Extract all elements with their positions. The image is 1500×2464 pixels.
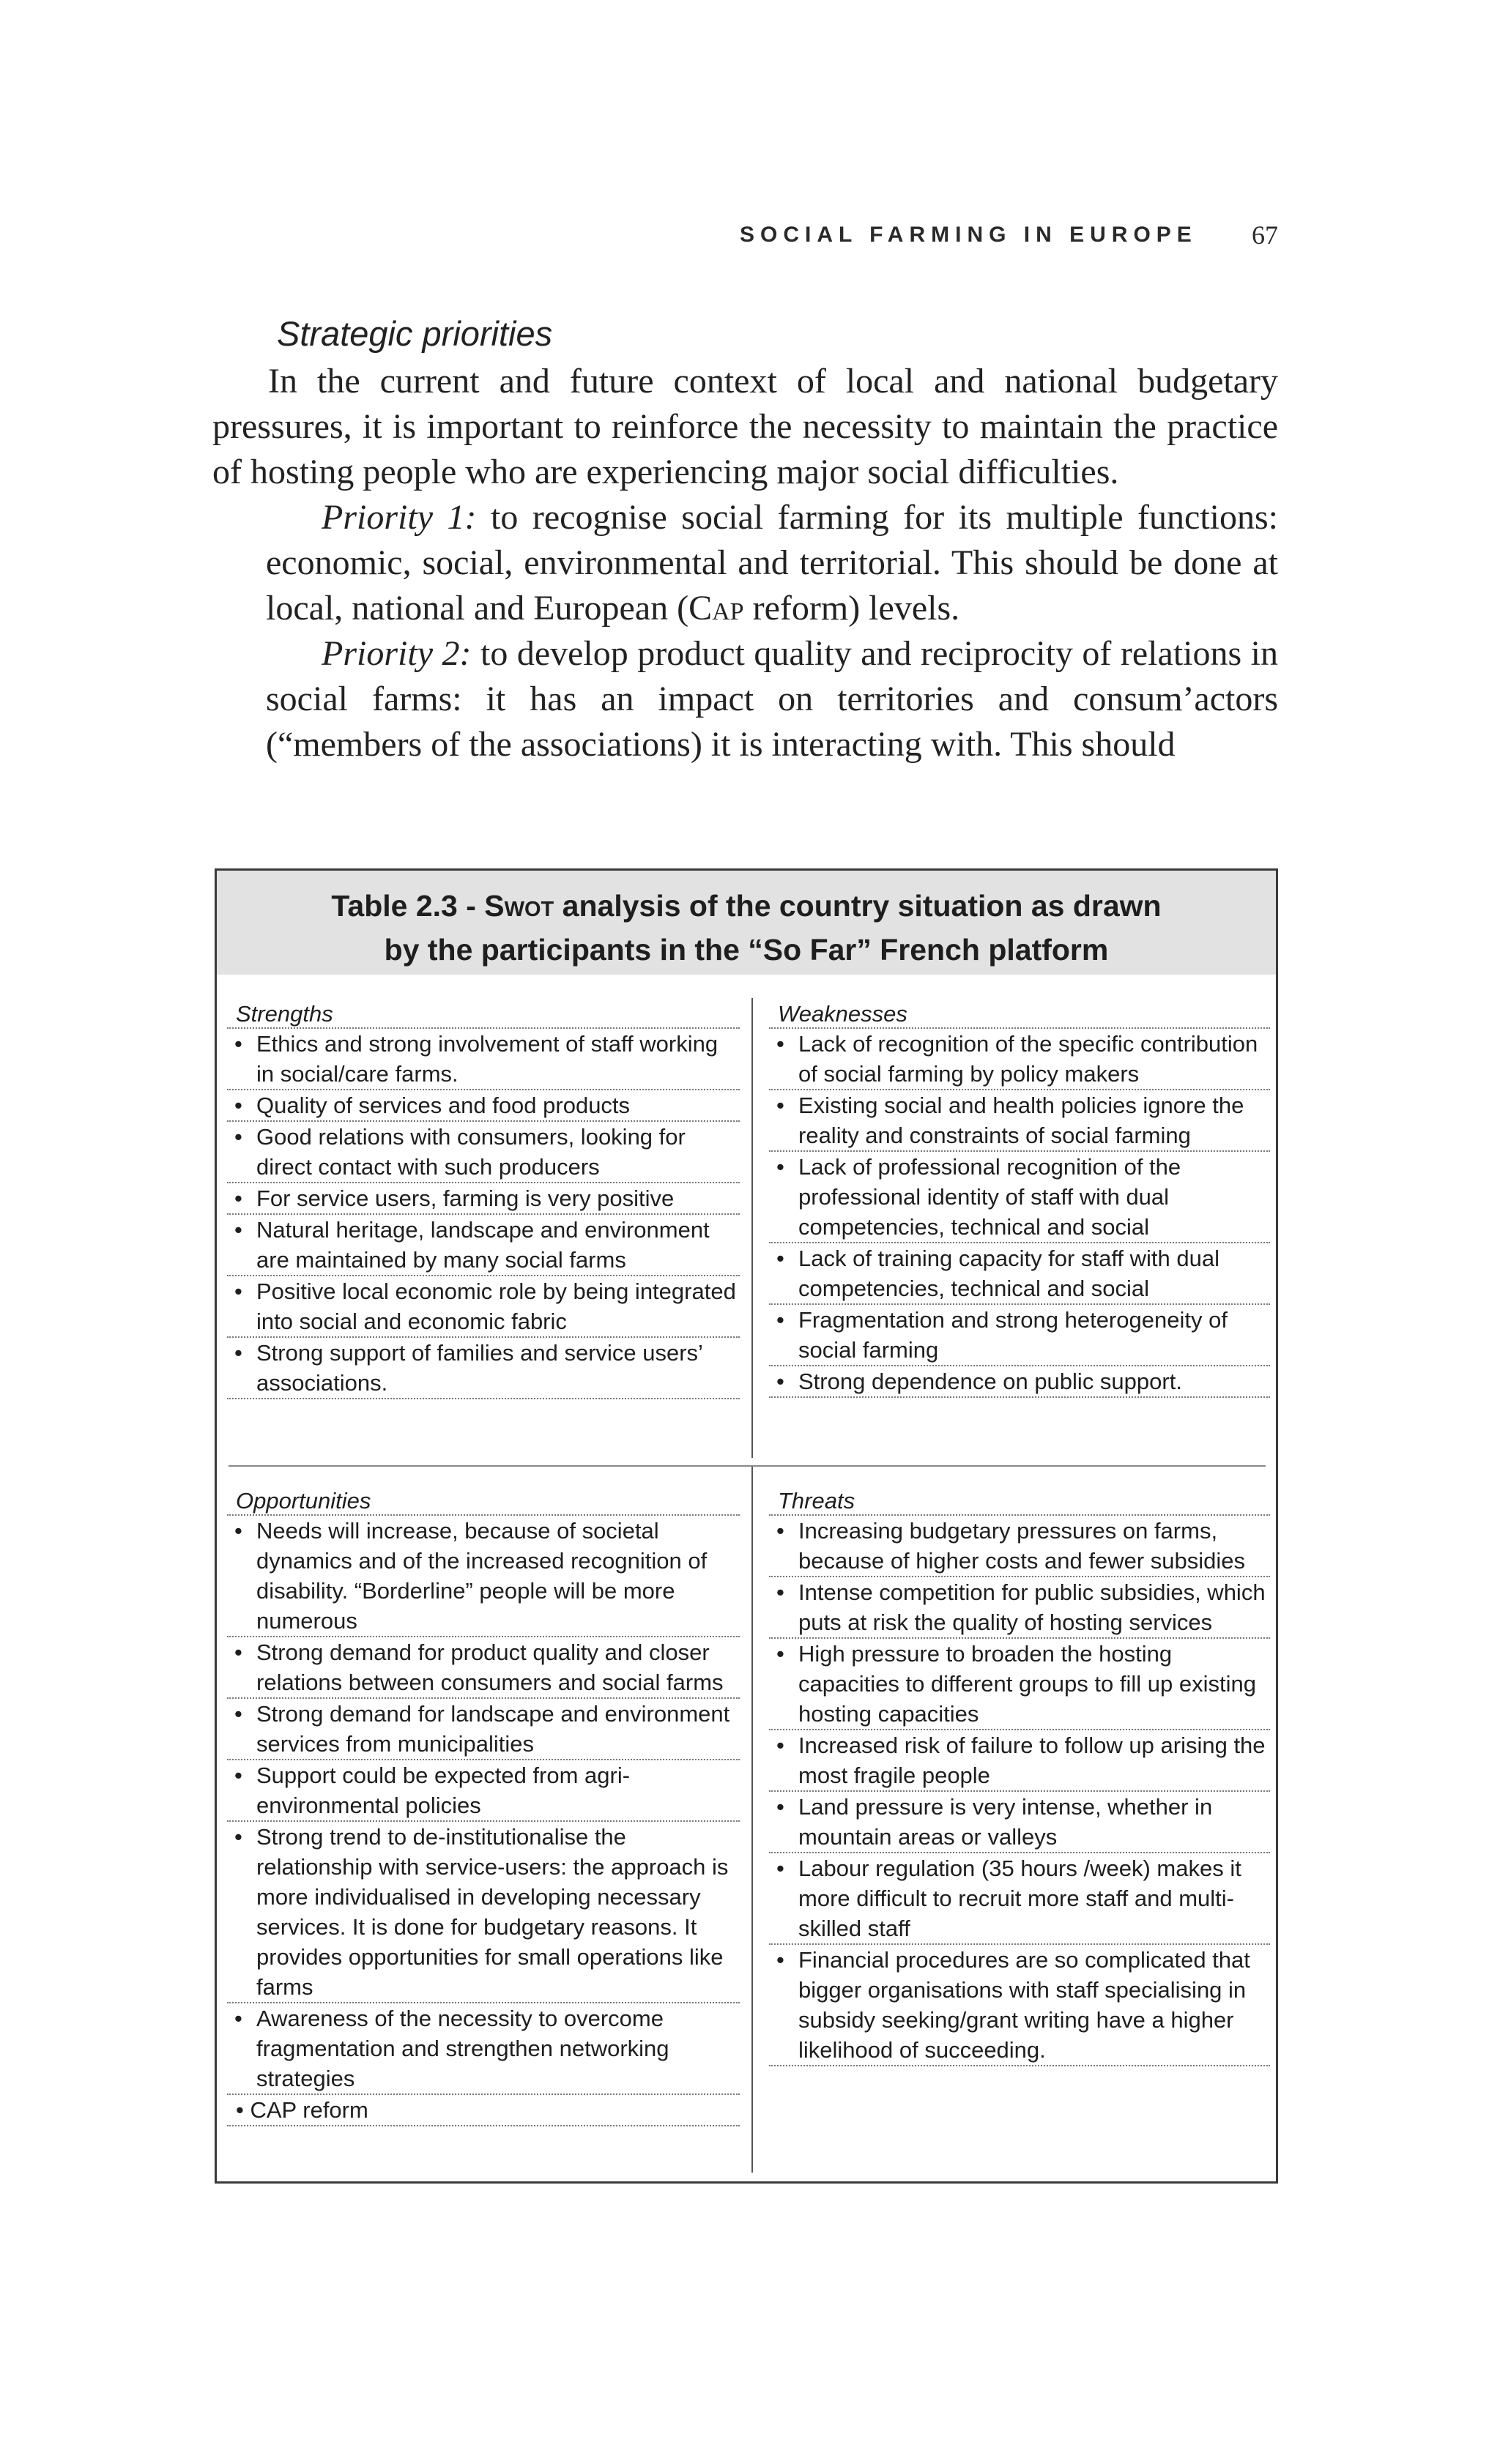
priority-2-text: to develop product quality and reciprocity of relations in social farms: it has an impact on territories and consum’actors (“members of the associations) it is interacting with. This should	[266, 634, 1278, 764]
list-item: • Increased risk of failure to follow up arising the most fragile people	[769, 1730, 1270, 1792]
priority-1-label: Priority 1:	[322, 498, 477, 537]
column-divider-bottom	[751, 1467, 753, 2173]
weaknesses-heading: Weaknesses	[769, 999, 1270, 1029]
caption-suffix: analysis of the country situation as drawn	[554, 889, 1162, 923]
list-item: • Strong demand for product quality and closer relations between consumers and social farms	[227, 1637, 740, 1699]
list-item: • High pressure to broaden the hosting capacities to different groups to fill up existing hosting capacities	[769, 1639, 1270, 1730]
caption-swot: Swot	[484, 889, 554, 923]
page-number: 67	[1252, 220, 1278, 250]
list-item: • Awareness of the necessity to overcome fragmentation and strengthen networking strategies	[227, 2003, 740, 2095]
opportunities-quadrant	[227, 1486, 740, 2126]
caption-line-1	[217, 884, 1276, 928]
list-item: • Positive local economic role by being integrated into social and economic fabric	[227, 1276, 740, 1338]
swot-table	[215, 868, 1278, 2184]
priority-1-text-b: reform) levels.	[743, 589, 960, 628]
running-title: SOCIAL FARMING IN EUROPE	[740, 223, 1198, 247]
row-divider	[229, 1465, 1266, 1467]
priority-2	[212, 631, 1278, 767]
list-item: • Natural heritage, landscape and environment are maintained by many social farms	[227, 1215, 740, 1276]
list-item: • Good relations with consumers, looking for direct contact with such producers	[227, 1122, 740, 1183]
running-head	[740, 220, 1278, 250]
strengths-heading: Strengths	[227, 999, 740, 1029]
strengths-list	[227, 1029, 740, 1399]
list-item: • Strong dependence on public support.	[769, 1366, 1270, 1398]
list-item: • Financial procedures are so complicated that bigger organisations with staff specialising in subsidy seeking/grant writing have a higher likelihood of succeeding.	[769, 1945, 1270, 2066]
caption-prefix: Table 2.3 -	[331, 889, 485, 923]
list-item: • Quality of services and food products	[227, 1090, 740, 1122]
list-item: • Fragmentation and strong heterogeneity of social farming	[769, 1305, 1270, 1366]
list-item: • Increasing budgetary pressures on farms, because of higher costs and fewer subsidies	[769, 1516, 1270, 1577]
section-heading: Strategic priorities	[277, 314, 553, 353]
opportunities-heading: Opportunities	[227, 1486, 740, 1516]
list-item: • Land pressure is very intense, whether in mountain areas or valleys	[769, 1792, 1270, 1853]
threats-quadrant	[769, 1486, 1270, 2066]
list-item: • Strong support of families and service users’ associations.	[227, 1338, 740, 1399]
priority-1-text-a: to recognise social farming for its multiple functions: economic, social, environmental and territorial. This should be done at local, national and European (	[266, 498, 1279, 628]
list-item: • Existing social and health policies ignore the reality and constraints of social farming	[769, 1090, 1270, 1152]
list-item: • For service users, farming is very positive	[227, 1183, 740, 1215]
list-item: • Strong demand for landscape and environment services from municipalities	[227, 1699, 740, 1760]
list-item: • CAP reform	[227, 2095, 740, 2126]
weaknesses-list	[769, 1029, 1270, 1398]
table-caption	[217, 871, 1276, 975]
threats-heading: Threats	[769, 1486, 1270, 1516]
list-item: • Support could be expected from agri-environmental policies	[227, 1760, 740, 1822]
intro-paragraph: In the current and future context of local and national budgetary pressures, it is important to reinforce the necessity to maintain the practice of hosting people who are experiencing major social difficulties.	[212, 362, 1278, 491]
list-item: • Labour regulation (35 hours /week) makes it more difficult to recruit more staff and multi-skilled staff	[769, 1853, 1270, 1945]
priority-2-label: Priority 2:	[322, 634, 472, 673]
list-item: • Ethics and strong involvement of staff working in social/care farms.	[227, 1029, 740, 1090]
list-item: • Strong trend to de-institutionalise the relationship with service-users: the approach is more individualised in developing necessary services. It is done for budgetary reasons. It provides opportunities for small operations like farms	[227, 1822, 740, 2003]
list-item: • Lack of recognition of the specific contribution of social farming by policy makers	[769, 1029, 1270, 1090]
list-item: • Lack of training capacity for staff with dual competencies, technical and social	[769, 1243, 1270, 1305]
priority-1-cap: Cap	[688, 589, 744, 628]
caption-line-2: by the participants in the “So Far” French platform	[384, 933, 1109, 967]
body-text	[212, 359, 1278, 767]
column-divider-top	[751, 998, 753, 1458]
priority-1	[212, 495, 1278, 631]
opportunities-list	[227, 1516, 740, 2126]
weaknesses-quadrant	[769, 999, 1270, 1398]
strengths-quadrant	[227, 999, 740, 1399]
list-item: • Intense competition for public subsidies, which puts at risk the quality of hosting services	[769, 1577, 1270, 1639]
threats-list	[769, 1516, 1270, 2066]
list-item: • Needs will increase, because of societal dynamics and of the increased recognition of disability. “Borderline” people will be more numerous	[227, 1516, 740, 1637]
list-item: • Lack of professional recognition of the professional identity of staff with dual competencies, technical and social	[769, 1152, 1270, 1243]
